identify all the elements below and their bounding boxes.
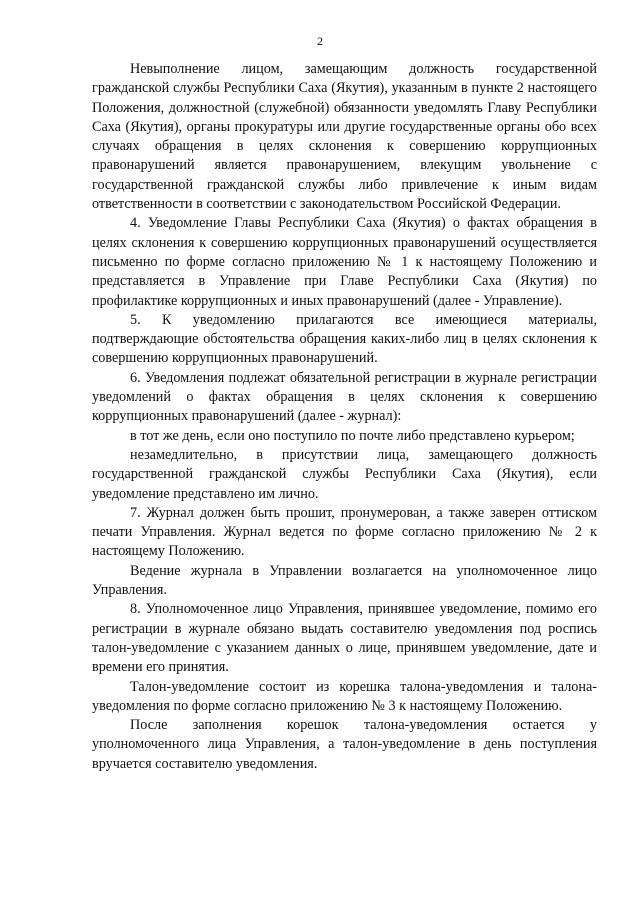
paragraph: 7. Журнал должен быть прошит, пронумерован, а также заверен оттиском печати Управления. Журнал ведется по форме согласно приложению № 2 к настоящему Положению. (92, 504, 597, 560)
paragraph: незамедлительно, в присутствии лица, замещающего должность государственной гражданской службы Республики Саха (Якутия), если уведомление представлено им лично. (92, 446, 597, 502)
paragraph: в тот же день, если оно поступило по почте либо представлено курьером; (130, 427, 575, 444)
paragraph: 4. Уведомление Главы Республики Саха (Якутия) о фактах обращения в целях склонения к совершению коррупционных правонарушений осуществляется письменно по форме согласно приложению № 1 к настоящему Положению и представляется в Управление при Главе Республики Саха (Якутия) по профилактике коррупционных и иных правонарушений (далее - Управление). (92, 215, 597, 309)
page-number: 2 (317, 34, 323, 48)
paragraph: 8. Уполномоченное лицо Управления, принявшее уведомление, помимо его регистрации в журнале обязано выдать составителю уведомления под роспись талон-уведомление с указанием данных о лице, принявшем уведомление, дате и времени его принятия. (92, 601, 597, 676)
paragraph: Талон-уведомление состоит из корешка талона-уведомления и талона-уведомления по форме согласно приложению № 3 к настоящему Положению. (92, 678, 597, 714)
paragraph: 5. К уведомлению прилагаются все имеющиеся материалы, подтверждающие обстоятельства обращения каких-либо лиц в целях склонения к совершению коррупционных правонарушений. (92, 311, 597, 367)
document-body (92, 60, 597, 774)
paragraph: 6. Уведомления подлежат обязательной регистрации в журнале регистрации уведомлений о фактах обращения в целях склонения к совершению коррупционных правонарушений (далее - журнал): (92, 369, 597, 425)
paragraph: Ведение журнала в Управлении возлагается на уполномоченное лицо Управления. (92, 562, 597, 599)
paragraph: После заполнения корешок талона-уведомления остается у уполномоченного лица Управления, а талон-уведомление в день поступления вручается составителю уведомления. (92, 717, 597, 772)
paragraph: Невыполнение лицом, замещающим должность государственной гражданской службы Республики Саха (Якутия), указанным в пункте 2 настоящего Положения, должностной (служебной) обязанности уведомлять Главу Республики Саха (Якутия), органы прокуратуры или другие государственные органы обо всех случаях обращения в целях склонения к совершению коррупционных правонарушений является правонарушением, влекущим увольнение с государственной гражданской службы либо привлечение к иным видам ответственности в соответствии с законодательством Российской Федерации. (92, 61, 597, 213)
